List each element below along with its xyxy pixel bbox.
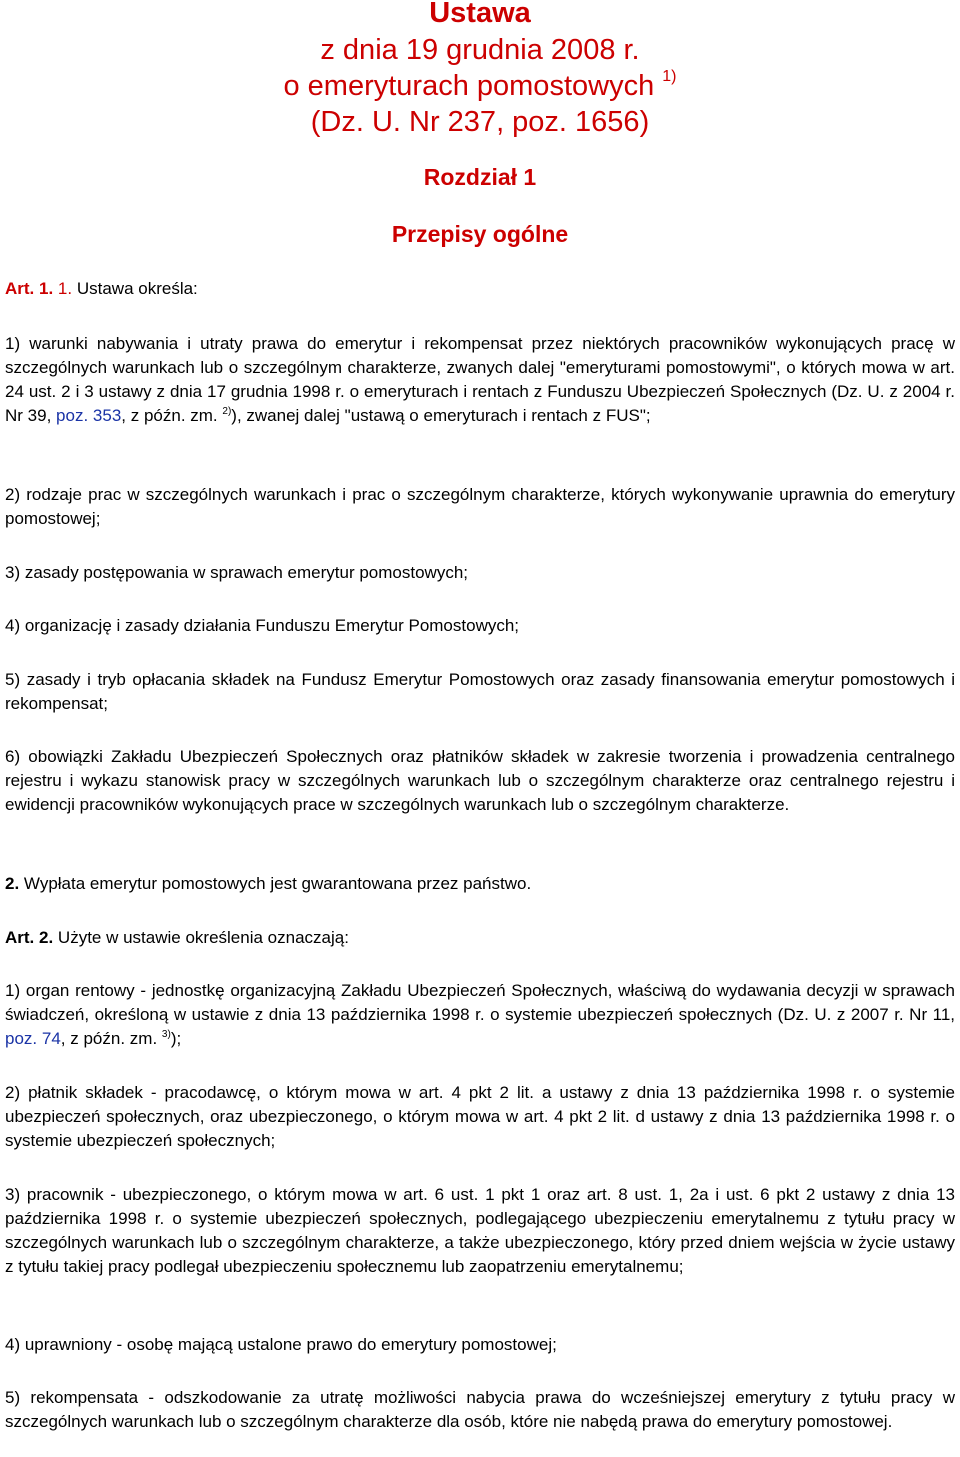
article-2-definition-4: 4) uprawniony - osobę mającą ustalone prawo do emerytury pomostowej; [5,1335,557,1354]
definition-1-text: 1) organ rentowy - jednostkę organizacyjną Zakładu Ubezpieczeń Społecznych, właściwą do wydawania decyzji w sprawach świadczeń, określoną w ustawie z dnia 13 października 1998 r. o systemie ubezpieczeń społecznych (Dz. U. z 2007 r. Nr 11, [5,981,955,1024]
link-74[interactable]: 74 [41,1029,61,1048]
article-1-section-2 [5,872,955,896]
act-title: Ustawa [429,0,531,29]
article-1-point-1 [5,332,955,428]
article-1-heading [5,277,198,301]
link-poz[interactable]: poz. [56,406,89,425]
point-1-text-c: ), zwanej dalej "ustawą o emeryturach i rentach z FUS"; [231,406,651,425]
act-subject-text: o emeryturach pomostowych [283,70,655,102]
act-journal-ref: (Dz. U. Nr 237, poz. 1656) [310,106,650,138]
section-2-label: 2. [5,874,20,893]
footnote-ref-1[interactable]: 1) [662,68,677,85]
point-1-text: 1) warunki nabywania i utraty prawa do emerytur i rekompensat przez niektórych pracowników wykonujących pracę w szczególnych warunkach lub o szczególnym charakterze, zwanych dalej "emeryturami pomostowymi", o których mowa w art. 24 ust. 2 i 3 ustawy z dnia 17 grudnia 1998 r. o emeryturach i rentach z Funduszu Ubezpieczeń Społecznych (Dz. U. z 2004 r. Nr 39, [5,334,955,425]
article-1-label: Art. 1. [5,279,54,298]
link-poz-2[interactable]: poz. [5,1029,38,1048]
article-1-section-number: 1. [57,279,73,298]
article-1-point-2: 2) rodzaje prac w szczególnych warunkach i prac o szczególnym charakterze, których wykonywanie uprawnia do emerytury pomostowej; [5,485,955,528]
act-date: z dnia 19 grudnia 2008 r. [320,34,640,66]
article-1-point-5: 5) zasady i tryb opłacania składek na Fundusz Emerytur Pomostowych oraz zasady finansowania emerytur pomostowych i rekompensat; [5,670,955,713]
article-2-definition-1 [5,979,955,1051]
point-1-text-b: , z późn. zm. [121,406,218,425]
article-1-intro: Ustawa określa: [76,279,198,298]
definition-1-text-c: ); [170,1029,182,1048]
act-subject [0,68,960,104]
chapter-number: Rozdział 1 [423,164,537,190]
article-2-intro: Użyte w ustawie określenia oznaczają: [57,928,349,947]
article-1-point-3: 3) zasady postępowania w sprawach emerytur pomostowych; [5,563,468,582]
footnote-ref-3[interactable]: 3) [161,1029,171,1040]
footnote-ref-2[interactable]: 2) [222,406,232,417]
definition-1-text-b: , z późn. zm. [60,1029,158,1048]
article-2-heading [5,926,955,950]
article-2-definition-3: 3) pracownik - ubezpieczonego, o którym mowa w art. 6 ust. 1 pkt 1 oraz art. 8 ust. 1, 2a i ust. 6 pkt 2 ustawy z dnia 13 października 1998 r. o systemie ubezpieczeń społecznych, podlegającego ubezpieczeniu emerytalnemu z tytułu pracy w szczególnych warunkach lub o szczególnym charakterze, a także ubezpieczonego, który przed dniem wejścia w życie ustawy z tytułu takiej pracy podlegał ubezpieczeniu społecznemu lub zaopatrzeniu emerytalnemu; [5,1185,955,1276]
article-1-point-6: 6) obowiązki Zakładu Ubezpieczeń Społecznych oraz płatników składek w zakresie tworzenia i prowadzenia centralnego rejestru i wykazu stanowisk pracy w szczególnych warunkach lub o szczególnym charakterze oraz centralnego rejestru i ewidencji pracowników wykonujących prace w szczególnych warunkach lub o szczególnym charakterze. [5,747,955,814]
article-2-label: Art. 2. [5,928,54,947]
section-2-text: Wypłata emerytur pomostowych jest gwarantowana przez państwo. [23,874,532,893]
article-2-definition-5: 5) rekompensata - odszkodowanie za utratę możliwości nabycia prawa do wcześniejszej emerytury z tytułu pracy w szczególnych warunkach lub o szczególnym charakterze dla osób, które nie nabędą prawa do emerytury pomostowej. [5,1388,955,1431]
chapter-name: Przepisy ogólne [391,221,569,247]
article-1-point-4: 4) organizację i zasady działania Funduszu Emerytur Pomostowych; [5,616,520,635]
article-2-definition-2: 2) płatnik składek - pracodawcę, o którym mowa w art. 4 pkt 2 lit. a ustawy z dnia 13 października 1998 r. o systemie ubezpieczeń społecznych, oraz ubezpieczonego, o którym mowa w art. 4 pkt 2 lit. d ustawy z dnia 13 października 1998 r. o systemie ubezpieczeń społecznych; [5,1083,955,1150]
link-353[interactable]: 353 [92,406,122,425]
